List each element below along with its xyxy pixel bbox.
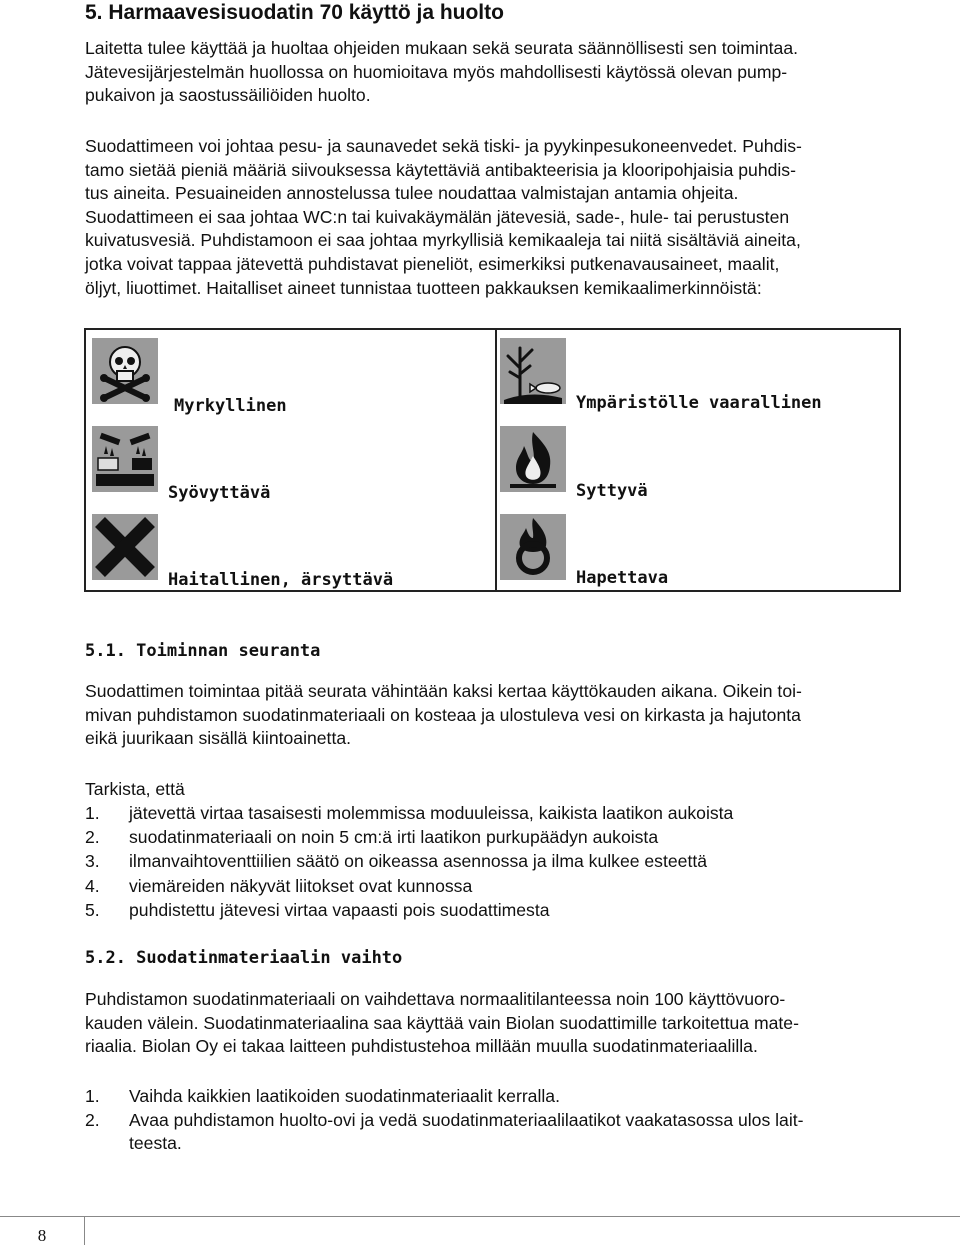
text-line: Suodattimen toimintaa pitää seurata vähintään kaksi kertaa käyttökauden aikana. Oikein toi- — [85, 681, 802, 701]
text-line: öljyt, liuottimet. Haitalliset aineet tunnistaa tuotteen pakkauksen kemikaalimerkinnöistä: — [85, 277, 762, 298]
text-line: kuivatusvesiä. Puhdistamoon ei saa johtaa myrkyllisiä kemikaaleja tai niitä sisältäviä aineita, — [85, 230, 801, 251]
list-text: puhdistettu jätevesi virtaa vapaasti pois suodattimesta — [129, 899, 550, 920]
corrosive-icon — [92, 426, 158, 492]
text-line: jotka voivat tappaa jätevettä puhdistavat pieneliöt, esimerkiksi putkenavausaineet, maalit, — [85, 253, 780, 274]
text-line: Jätevesijärjestelmän huollossa on huomioitava myös mahdollisesti käytössä olevan pump- — [85, 61, 788, 82]
list-item — [85, 825, 928, 849]
check-list — [85, 801, 928, 922]
page-number-divider — [84, 1216, 85, 1245]
list-number: 5. — [85, 899, 100, 920]
replacement-steps — [85, 1085, 928, 1156]
check-intro: Tarkista, että — [85, 779, 185, 799]
list-text: suodatinmateriaali on noin 5 cm:ä irti laatikon purkupäädyn aukoista — [129, 827, 659, 848]
list-number: 2. — [85, 1109, 100, 1130]
flame-icon — [500, 426, 566, 492]
flame-over-circle-icon — [500, 514, 566, 580]
skull-crossbones-icon — [92, 338, 158, 404]
list-text: viemäreiden näkyvät liitokset ovat kunnossa — [129, 875, 473, 896]
subsection-heading-replacement: 5.2. Suodatinmateriaalin vaihto — [85, 948, 403, 968]
list-number: 1. — [85, 1086, 100, 1106]
list-item — [85, 849, 928, 873]
allowed-wastewater-paragraph — [85, 135, 928, 300]
text-line: Suodattimeen ei saa johtaa WC:n tai kuivakäymälän jätevesiä, sade-, hule- tai perustusten — [85, 206, 790, 227]
hazard-symbol-table — [84, 328, 901, 592]
hazard-label-environment: Ympäristölle vaarallinen — [576, 393, 822, 413]
list-item — [85, 898, 928, 922]
monitoring-paragraph — [85, 680, 928, 751]
list-item — [85, 1109, 928, 1156]
section-title: 5. Harmaavesisuodatin 70 käyttö ja huolto — [85, 1, 504, 24]
list-item — [85, 1085, 928, 1109]
hazard-label-corrosive: Syövyttävä — [168, 483, 271, 503]
list-number: 4. — [85, 875, 100, 896]
text-line: tamo sietää pieniä määriä siivouksessa käytettäviä antibakteerisia ja klooripohjaisia puhdis- — [85, 159, 796, 180]
dead-tree-fish-icon — [500, 338, 566, 404]
hazard-label-oxidizing: Hapettava — [576, 568, 669, 588]
text-line: Laitetta tulee käyttää ja huoltaa ohjeiden mukaan sekä seurata säännöllisesti sen toimintaa. — [85, 38, 799, 58]
text-line: Suodattimeen voi johtaa pesu- ja saunavedet sekä tiski- ja pyykinpesukoneenvedet. Puhdis- — [85, 136, 802, 156]
list-number: 2. — [85, 827, 100, 848]
list-text: teesta. — [129, 1133, 182, 1154]
replacement-paragraph — [85, 988, 928, 1059]
hazard-label-toxic: Myrkyllinen — [174, 396, 287, 416]
footer-divider — [0, 1216, 960, 1217]
list-number: 1. — [85, 803, 100, 823]
text-line: pukaivon ja saostussäiliöiden huolto. — [85, 85, 371, 106]
x-cross-icon — [92, 514, 158, 580]
text-line: Puhdistamon suodatinmateriaali on vaihdettava normaalitilanteessa noin 100 käyttövuoro- — [85, 989, 786, 1009]
text-line: mivan puhdistamon suodatinmateriaali on kosteaa ja ulostuleva vesi on kirkasta ja hajutonta — [85, 704, 801, 725]
list-text: Vaihda kaikkien laatikoiden suodatinmateriaalit kerralla. — [129, 1086, 560, 1106]
hazard-label-harmful: Haitallinen, ärsyttävä — [168, 570, 394, 590]
list-item — [85, 801, 928, 825]
hazard-label-flammable: Syttyvä — [576, 481, 648, 501]
list-number: 3. — [85, 851, 100, 872]
list-text: Avaa puhdistamon huolto-ovi ja vedä suodatinmateriaalilaatikot vaakatasossa ulos lait- — [129, 1109, 804, 1130]
text-line: eikä juurikaan sisällä kiintoainetta. — [85, 728, 352, 749]
table-divider — [495, 330, 497, 590]
list-text: jätevettä virtaa tasaisesti molemmissa moduuleissa, kaikista laatikon aukoista — [129, 803, 734, 823]
list-item — [85, 874, 928, 898]
subsection-heading-monitoring: 5.1. Toiminnan seuranta — [85, 641, 321, 661]
text-line: riaalia. Biolan Oy ei takaa laitteen puhdistustehoa millään muulla suodatinmateriaalilla. — [85, 1036, 758, 1057]
page-number: 8 — [37, 1226, 47, 1245]
text-line: kauden välein. Suodatinmateriaalina saa käyttää vain Biolan suodattimille tarkoitettua mate- — [85, 1012, 799, 1033]
list-text: ilmanvaihtoventtiilien säätö on oikeassa asennossa ja ilma kulkee esteettä — [129, 851, 707, 872]
text-line: tus aineita. Pesuaineiden annostelussa tulee noudattaa valmistajan antamia ohjeita. — [85, 183, 739, 204]
intro-paragraph — [85, 37, 928, 108]
